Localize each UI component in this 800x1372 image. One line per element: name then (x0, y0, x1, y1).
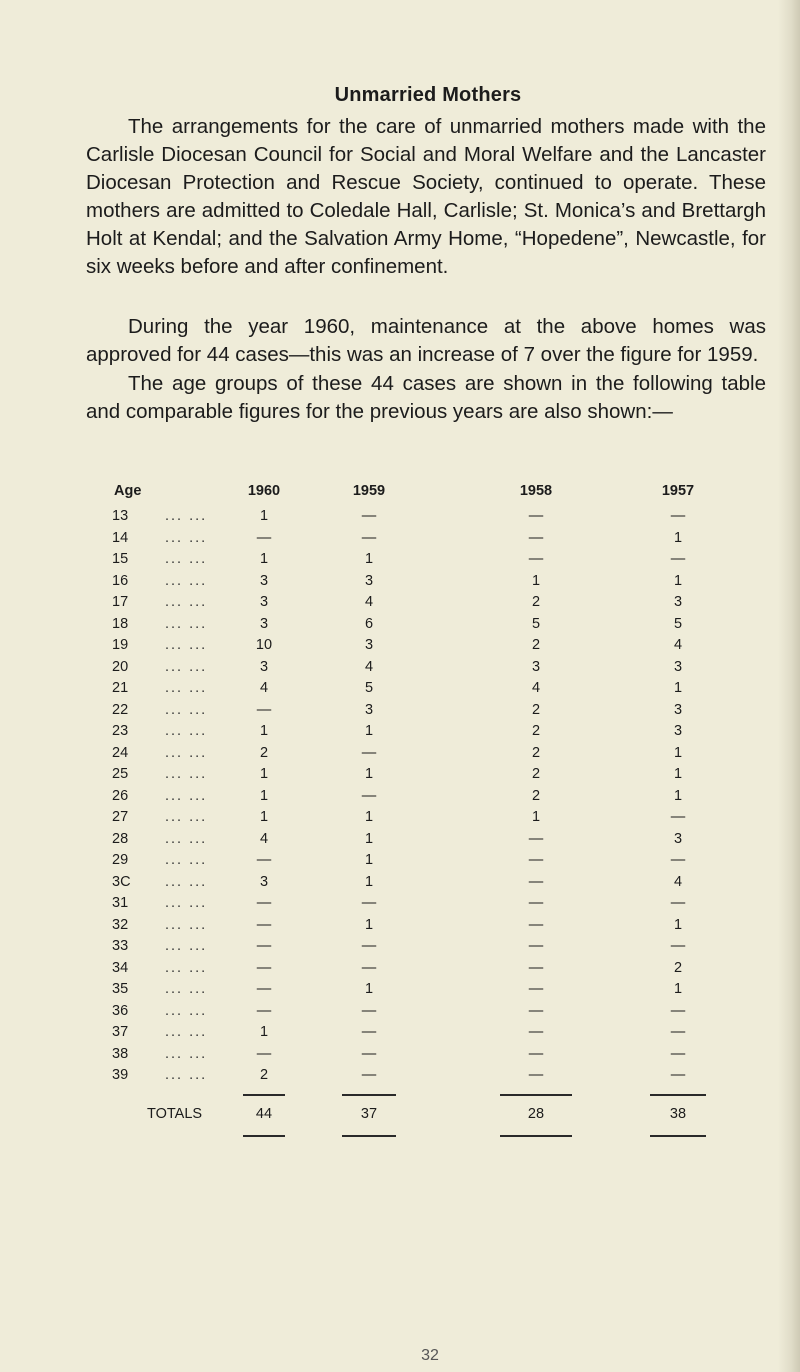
value-1958: — (528, 916, 544, 933)
total-1959: 37 (360, 1106, 378, 1122)
value-1959: 3 (364, 637, 374, 653)
value-1960: 1 (259, 809, 269, 825)
value-1960: 1 (259, 551, 269, 567)
value-1957: 4 (673, 873, 683, 890)
header-1959: 1959 (352, 483, 386, 499)
value-1959: 1 (364, 766, 374, 782)
value-1958: — (528, 981, 544, 997)
value-1958: 3 (531, 658, 541, 675)
value-1957: 1 (673, 572, 683, 589)
leader-dots: ... ... (165, 916, 208, 933)
value-1959: 6 (364, 615, 374, 632)
value-1960: — (256, 959, 272, 976)
value-1958: — (528, 830, 544, 847)
table-row (0, 616, 800, 636)
value-1957: 3 (673, 723, 683, 739)
table-row (0, 809, 800, 829)
table-row (0, 551, 800, 571)
age-cell: 16 (112, 572, 129, 589)
value-1958: — (528, 551, 544, 567)
age-cell: 35 (112, 981, 129, 997)
totals-row (0, 1106, 800, 1126)
value-1957: — (670, 1024, 686, 1040)
leader-dots: ... ... (165, 787, 208, 804)
age-cell: 33 (112, 938, 129, 954)
value-1958: 2 (531, 744, 541, 761)
value-1960: 1 (259, 1024, 269, 1040)
value-1957: 5 (673, 615, 683, 632)
leader-dots: ... ... (165, 830, 208, 847)
table-row (0, 594, 800, 614)
table-row (0, 1046, 800, 1066)
value-1958: — (528, 852, 544, 868)
value-1957: 3 (673, 594, 683, 610)
value-1959: 1 (364, 852, 374, 868)
leader-dots: ... ... (165, 938, 208, 954)
value-1960: 1 (259, 723, 269, 739)
value-1959: — (361, 938, 377, 954)
table-row (0, 895, 800, 915)
header-1958: 1958 (519, 483, 553, 499)
value-1957: — (670, 551, 686, 567)
table-header-row (0, 483, 800, 503)
table-row (0, 938, 800, 958)
table-row (0, 745, 800, 765)
value-1958: 4 (531, 680, 541, 696)
value-1958: — (528, 959, 544, 976)
value-1959: 1 (364, 809, 374, 825)
leader-dots: ... ... (165, 1002, 208, 1019)
value-1957: 1 (673, 916, 683, 933)
value-1959: — (361, 787, 377, 804)
leader-dots: ... ... (165, 658, 208, 675)
totals-label: TOTALS (147, 1106, 203, 1122)
leader-dots: ... ... (165, 701, 208, 718)
total-rule-bottom-1957 (650, 1135, 706, 1137)
table-row (0, 1024, 800, 1044)
leader-dots: ... ... (165, 1024, 208, 1040)
value-1959: 1 (364, 873, 374, 890)
leader-dots: ... ... (165, 744, 208, 761)
value-1958: 2 (531, 701, 541, 718)
value-1959: — (361, 529, 377, 546)
value-1957: 1 (673, 787, 683, 804)
value-1957: — (670, 852, 686, 868)
header-1960: 1960 (247, 483, 281, 499)
leader-dots: ... ... (165, 680, 208, 696)
age-cell: 31 (112, 895, 129, 911)
page-number: 32 (421, 1347, 439, 1364)
age-cell: 23 (112, 723, 129, 739)
age-cell: 38 (112, 1045, 129, 1062)
table-row (0, 960, 800, 980)
leader-dots: ... ... (165, 809, 208, 825)
paragraph-maintenance: During the year 1960, maintenance at the above homes was approved for 44 cases—this was an increase of 7 over the figure for 1959. (86, 315, 766, 366)
value-1957: — (670, 938, 686, 954)
value-1960: 10 (255, 637, 273, 653)
leader-dots: ... ... (165, 508, 208, 524)
value-1957: 2 (673, 959, 683, 976)
age-cell: 22 (112, 701, 129, 718)
leader-dots: ... ... (165, 959, 208, 976)
section-title: Unmarried Mothers (334, 84, 522, 106)
value-1958: — (528, 508, 544, 524)
value-1959: 4 (364, 594, 374, 610)
total-1960: 44 (255, 1106, 273, 1122)
table-row (0, 573, 800, 593)
age-cell: 32 (112, 916, 129, 933)
value-1958: — (528, 1002, 544, 1019)
value-1960: 4 (259, 830, 269, 847)
value-1960: 4 (259, 680, 269, 696)
leader-dots: ... ... (165, 981, 208, 997)
age-cell: 21 (112, 680, 129, 696)
value-1959: 3 (364, 701, 374, 718)
age-cell: 14 (112, 529, 129, 546)
value-1959: 1 (364, 981, 374, 997)
header-age: Age (114, 483, 142, 499)
table-row (0, 680, 800, 700)
value-1957: — (670, 809, 686, 825)
age-cell: 18 (112, 615, 129, 632)
table-row (0, 917, 800, 937)
value-1958: — (528, 938, 544, 954)
value-1960: — (256, 529, 272, 546)
table-row (0, 659, 800, 679)
total-rule-bottom-1960 (243, 1135, 285, 1137)
table-row (0, 852, 800, 872)
table-row (0, 702, 800, 722)
leader-dots: ... ... (165, 723, 208, 739)
value-1957: 3 (673, 658, 683, 675)
value-1958: 2 (531, 637, 541, 653)
value-1960: — (256, 1045, 272, 1062)
value-1960: — (256, 701, 272, 718)
value-1957: — (670, 508, 686, 524)
value-1960: 3 (259, 594, 269, 610)
value-1959: — (361, 1045, 377, 1062)
age-cell: 17 (112, 594, 129, 610)
value-1957: 4 (673, 637, 683, 653)
value-1957: — (670, 1002, 686, 1019)
value-1958: 2 (531, 594, 541, 610)
value-1959: — (361, 1002, 377, 1019)
leader-dots: ... ... (165, 572, 208, 589)
total-rule-top-1957 (650, 1094, 706, 1096)
value-1957: 3 (673, 701, 683, 718)
value-1960: 1 (259, 787, 269, 804)
total-rule-top-1959 (342, 1094, 396, 1096)
value-1958: — (528, 1067, 544, 1083)
value-1959: — (361, 1067, 377, 1083)
value-1959: 3 (364, 572, 374, 589)
value-1960: 1 (259, 508, 269, 524)
age-cell: 34 (112, 959, 129, 976)
value-1960: — (256, 895, 272, 911)
table-row (0, 874, 800, 894)
value-1959: 1 (364, 551, 374, 567)
value-1958: — (528, 529, 544, 546)
table-row (0, 637, 800, 657)
age-cell: 36 (112, 1002, 129, 1019)
table-row (0, 766, 800, 786)
table-row (0, 723, 800, 743)
value-1957: 1 (673, 529, 683, 546)
table-row (0, 508, 800, 528)
value-1960: 3 (259, 572, 269, 589)
value-1959: 1 (364, 830, 374, 847)
paragraph-age-groups-intro: The age groups of these 44 cases are shown in the following table and comparable figures for the previous years are also shown:— (86, 372, 766, 423)
value-1958: — (528, 1024, 544, 1040)
leader-dots: ... ... (165, 873, 208, 890)
leader-dots: ... ... (165, 529, 208, 546)
age-cell: 19 (112, 637, 129, 653)
value-1958: 1 (531, 572, 541, 589)
table-row (0, 831, 800, 851)
age-cell: 20 (112, 658, 129, 675)
table-row (0, 981, 800, 1001)
value-1959: — (361, 744, 377, 761)
total-rule-top-1958 (500, 1094, 572, 1096)
value-1957: — (670, 895, 686, 911)
value-1958: 1 (531, 809, 541, 825)
value-1959: 1 (364, 723, 374, 739)
value-1960: 2 (259, 744, 269, 761)
leader-dots: ... ... (165, 637, 208, 653)
value-1959: — (361, 959, 377, 976)
age-cell: 29 (112, 852, 129, 868)
age-cell: 37 (112, 1024, 129, 1040)
value-1958: — (528, 873, 544, 890)
age-cell: 15 (112, 551, 129, 567)
age-cell: 39 (112, 1067, 129, 1083)
value-1959: — (361, 1024, 377, 1040)
value-1958: 2 (531, 766, 541, 782)
total-rule-bottom-1958 (500, 1135, 572, 1137)
total-1958: 28 (527, 1106, 545, 1122)
age-cell: 13 (112, 508, 129, 524)
table-row (0, 1067, 800, 1087)
age-cell: 3C (112, 873, 131, 890)
header-1957: 1957 (661, 483, 695, 499)
table-row (0, 788, 800, 808)
value-1957: 1 (673, 744, 683, 761)
value-1959: — (361, 508, 377, 524)
value-1957: 1 (673, 680, 683, 696)
age-cell: 24 (112, 744, 129, 761)
age-cell: 27 (112, 809, 129, 825)
leader-dots: ... ... (165, 615, 208, 632)
value-1960: 3 (259, 658, 269, 675)
value-1958: — (528, 895, 544, 911)
age-cell: 28 (112, 830, 129, 847)
value-1960: 2 (259, 1067, 269, 1083)
value-1960: — (256, 1002, 272, 1019)
leader-dots: ... ... (165, 1045, 208, 1062)
value-1958: — (528, 1045, 544, 1062)
leader-dots: ... ... (165, 551, 208, 567)
value-1960: — (256, 981, 272, 997)
total-1957: 38 (669, 1106, 687, 1122)
total-rule-bottom-1959 (342, 1135, 396, 1137)
paragraph-arrangements: The arrangements for the care of unmarried mothers made with the Carlisle Diocesan Council for Social and Moral Welfare and the Lancaster Diocesan Protection and Rescue Society, continued to operate. These mothers are admitted to Coledale Hall, Carlisle; St. Monica’s and Brettargh Holt at Kendal; and the Salvation Army Home, “Hopedene”, Newcastle, for six weeks before and after confinement. (86, 115, 766, 278)
value-1960: 1 (259, 766, 269, 782)
value-1959: 1 (364, 916, 374, 933)
value-1960: 3 (259, 615, 269, 632)
leader-dots: ... ... (165, 766, 208, 782)
leader-dots: ... ... (165, 852, 208, 868)
total-rule-top-1960 (243, 1094, 285, 1096)
value-1959: — (361, 895, 377, 911)
value-1958: 5 (531, 615, 541, 632)
value-1960: 3 (259, 873, 269, 890)
table-row (0, 530, 800, 550)
leader-dots: ... ... (165, 594, 208, 610)
age-cell: 26 (112, 787, 129, 804)
value-1957: — (670, 1067, 686, 1083)
value-1960: — (256, 916, 272, 933)
value-1957: 1 (673, 981, 683, 997)
table-row (0, 1003, 800, 1023)
value-1958: 2 (531, 723, 541, 739)
leader-dots: ... ... (165, 1067, 208, 1083)
age-cell: 25 (112, 766, 129, 782)
value-1957: 3 (673, 830, 683, 847)
value-1960: — (256, 852, 272, 868)
value-1957: — (670, 1045, 686, 1062)
value-1959: 4 (364, 658, 374, 675)
leader-dots: ... ... (165, 895, 208, 911)
value-1959: 5 (364, 680, 374, 696)
value-1958: 2 (531, 787, 541, 804)
value-1957: 1 (673, 766, 683, 782)
value-1960: — (256, 938, 272, 954)
